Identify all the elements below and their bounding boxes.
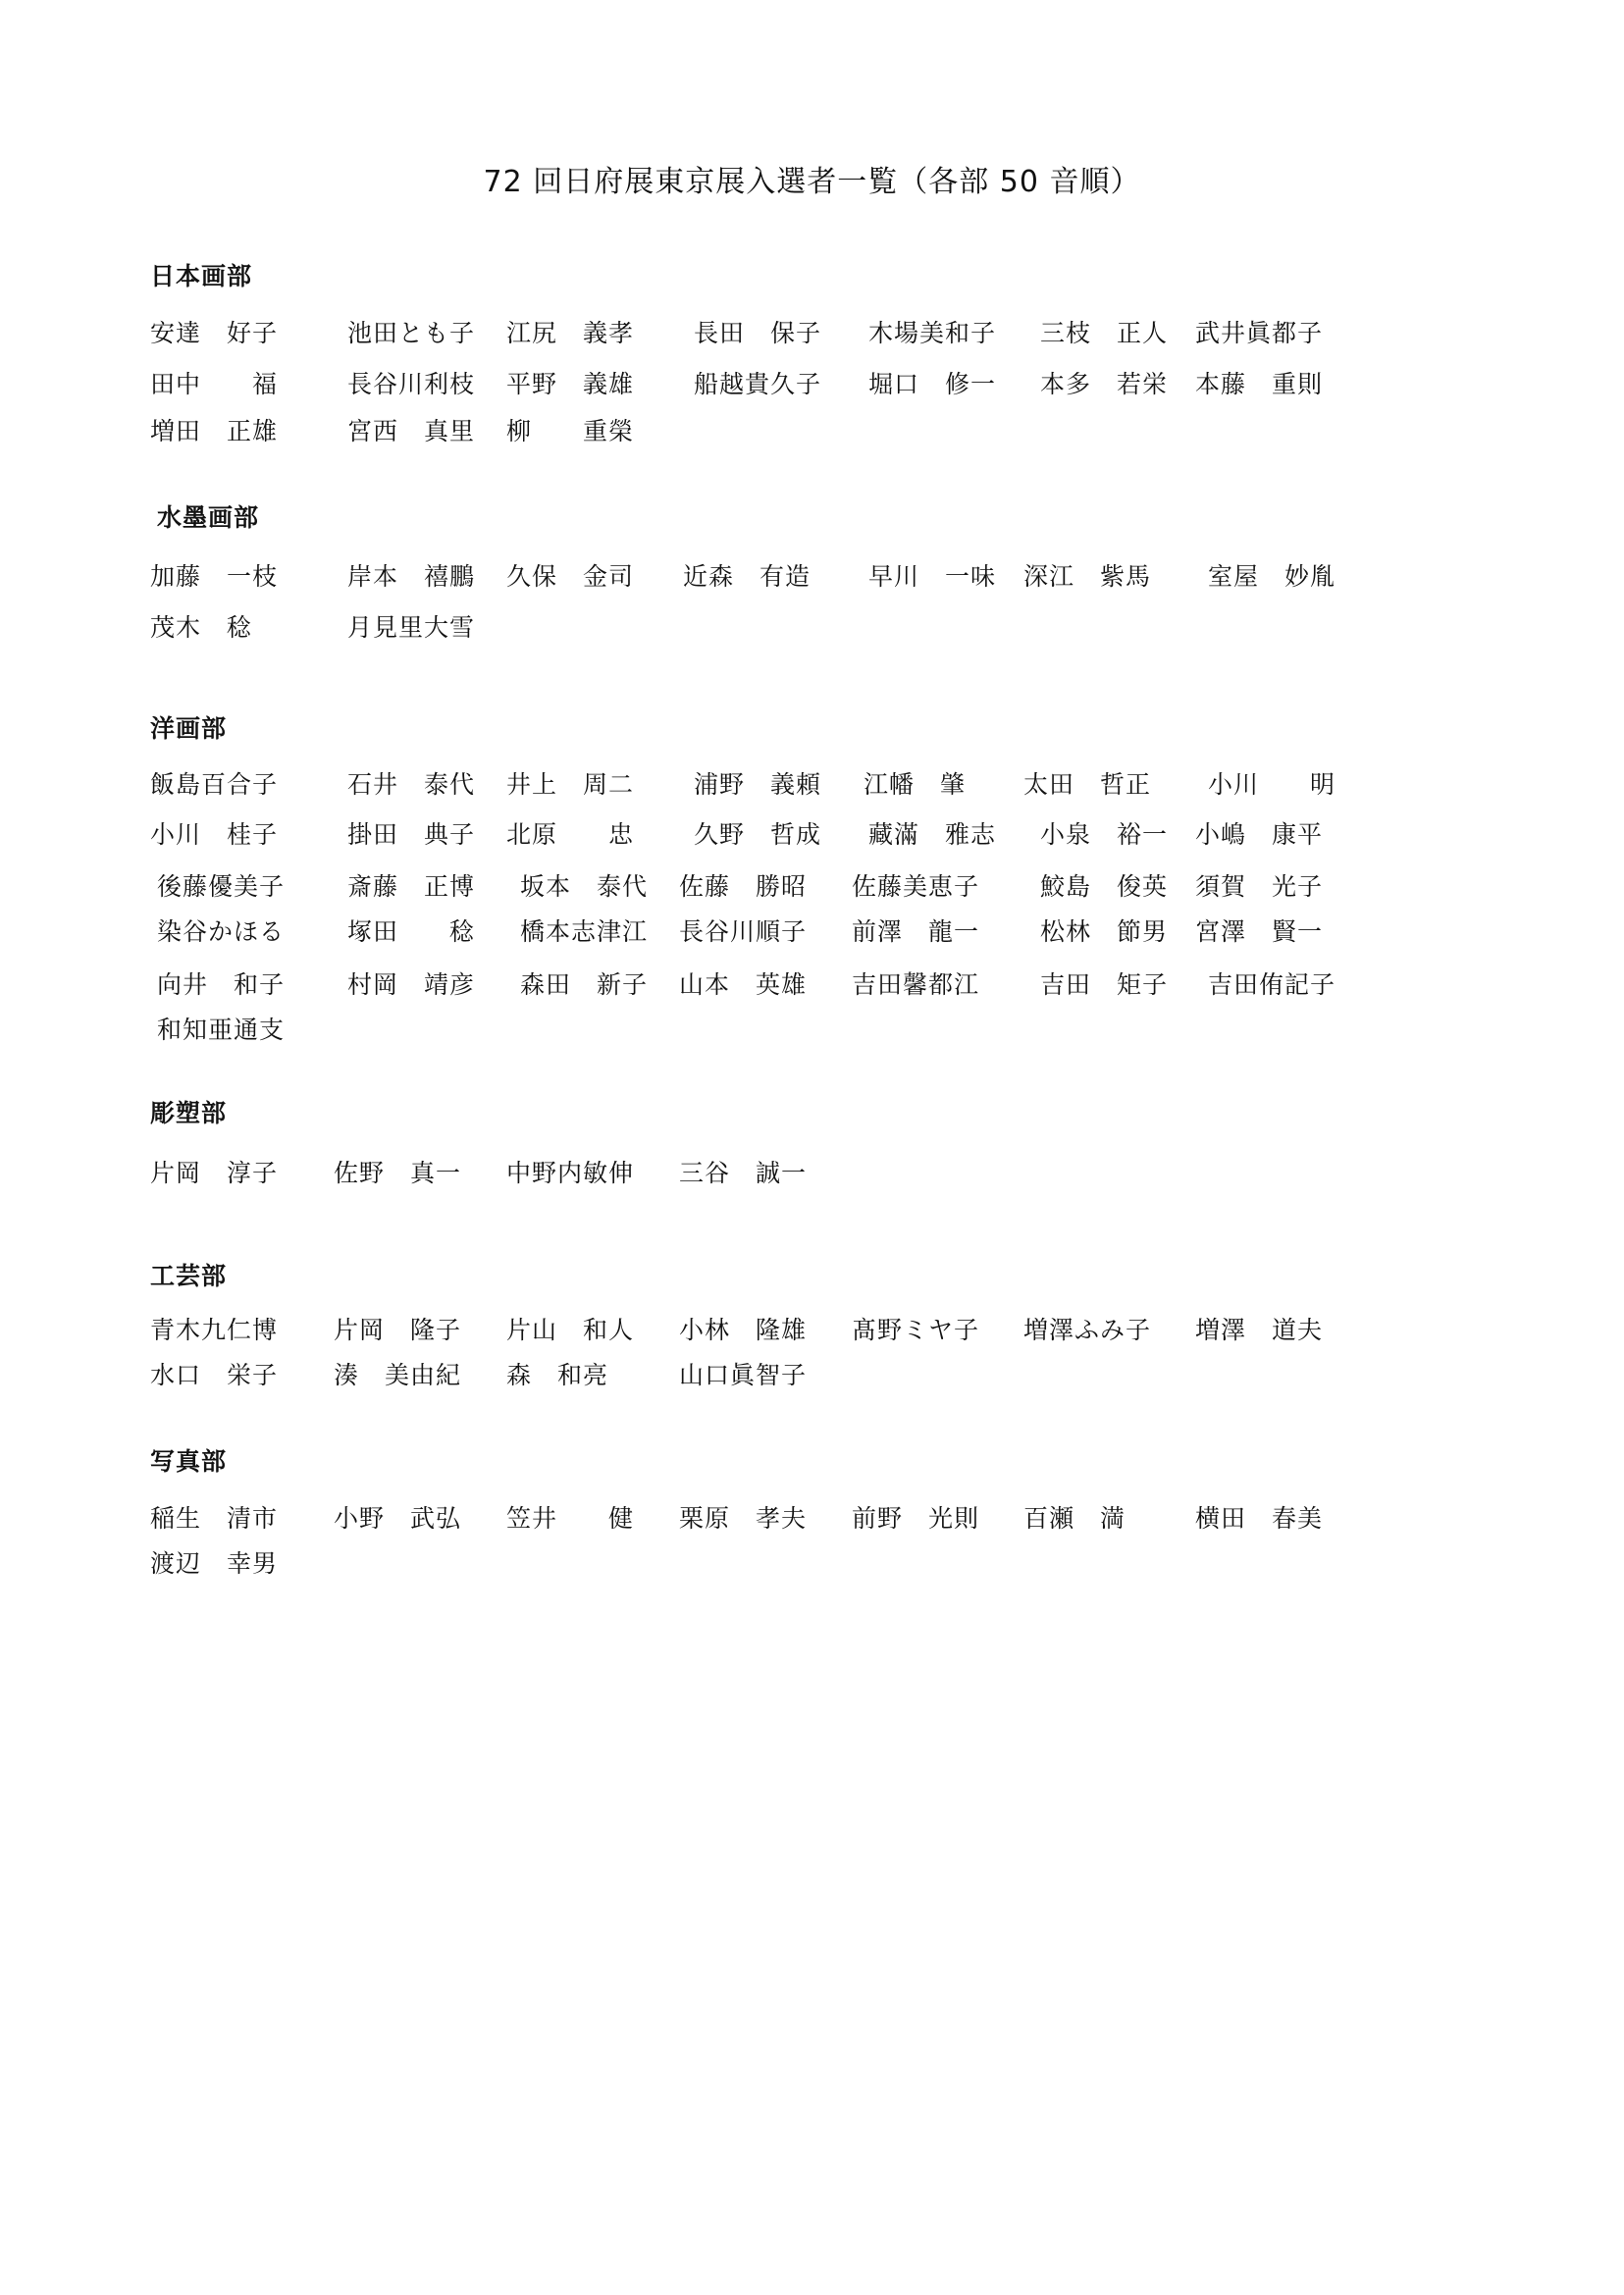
name-row	[0, 365, 1624, 404]
entrant-name: 橋本志津江	[520, 917, 649, 946]
name-row	[0, 1011, 1624, 1050]
entrant-name: 平野 義雄	[506, 370, 635, 398]
section-heading: 工芸部	[150, 1262, 228, 1290]
entrant-name: 森田 新子	[520, 970, 649, 999]
entrant-name: 中野内敏伸	[506, 1159, 635, 1187]
entrant-name: 吉田 矩子	[1040, 970, 1169, 999]
entrant-name: 茂木 稔	[150, 613, 253, 642]
entrant-name: 髙野ミヤ子	[852, 1316, 980, 1344]
entrant-name: 浦野 義頼	[694, 770, 822, 799]
entrant-name: 室屋 妙胤	[1208, 562, 1336, 591]
section-heading: 洋画部	[150, 714, 228, 743]
entrant-name: 飯島百合子	[150, 770, 279, 799]
entrant-name: 早川 一味	[868, 562, 997, 591]
entrant-name: 片山 和人	[506, 1316, 635, 1344]
entrant-name: 月見里大雪	[347, 613, 476, 642]
entrant-name: 武井眞都子	[1195, 319, 1324, 347]
entrant-name: 須賀 光子	[1195, 872, 1324, 901]
section-heading: 彫塑部	[150, 1099, 228, 1127]
section-heading: 水墨画部	[157, 503, 260, 532]
entrant-name: 湊 美由紀	[334, 1361, 462, 1389]
entrant-name: 百瀬 満	[1023, 1504, 1126, 1533]
entrant-name: 小嶋 康平	[1195, 820, 1324, 849]
entrant-name: 佐藤 勝昭	[679, 872, 808, 901]
entrant-name: 久保 金司	[506, 562, 635, 591]
entrant-name: 長谷川順子	[679, 917, 808, 946]
name-row	[0, 608, 1624, 648]
name-row	[0, 412, 1624, 451]
entrant-name: 和知亜通支	[157, 1016, 286, 1044]
entrant-name: 小泉 裕一	[1040, 820, 1169, 849]
entrant-name: 吉田馨都江	[852, 970, 980, 999]
name-row	[0, 1154, 1624, 1193]
entrant-name: 山口眞智子	[679, 1361, 808, 1389]
entrant-name: 木場美和子	[868, 319, 997, 347]
entrant-name: 前澤 龍一	[852, 917, 980, 946]
entrant-name: 栗原 孝夫	[679, 1504, 808, 1533]
entrant-name: 吉田侑記子	[1208, 970, 1336, 999]
entrant-name: 染谷かほる	[157, 917, 286, 946]
entrant-name: 江尻 義孝	[506, 319, 635, 347]
entrant-name: 塚田 稔	[347, 917, 476, 946]
entrant-name: 横田 春美	[1195, 1504, 1324, 1533]
entrant-name: 鮫島 俊英	[1040, 872, 1169, 901]
entrant-name: 田中 福	[150, 370, 279, 398]
name-row	[0, 557, 1624, 597]
page-title: 72 回日府展東京展入選者一覧（各部 50 音順）	[483, 165, 1141, 199]
entrant-name: 長田 保子	[694, 319, 822, 347]
entrant-name: 向井 和子	[157, 970, 286, 999]
entrant-name: 安達 好子	[150, 319, 279, 347]
entrant-name: 岸本 禧鵬	[347, 562, 476, 591]
entrant-name: 片岡 隆子	[334, 1316, 462, 1344]
entrant-name: 柳 重榮	[506, 417, 635, 445]
entrant-name: 小野 武弘	[334, 1504, 462, 1533]
section-heading: 写真部	[150, 1447, 228, 1476]
entrant-name: 船越貴久子	[694, 370, 822, 398]
name-row	[0, 1356, 1624, 1395]
entrant-name: 近森 有造	[683, 562, 812, 591]
name-row	[0, 913, 1624, 952]
entrant-name: 太田 哲正	[1023, 770, 1152, 799]
name-row	[0, 1311, 1624, 1350]
entrant-name: 宮澤 賢一	[1195, 917, 1324, 946]
name-row	[0, 1544, 1624, 1584]
entrant-name: 佐藤美恵子	[852, 872, 980, 901]
entrant-name: 斎藤 正博	[347, 872, 476, 901]
entrant-name: 堀口 修一	[868, 370, 997, 398]
name-row	[0, 815, 1624, 855]
entrant-name: 松林 節男	[1040, 917, 1169, 946]
entrant-name: 村岡 靖彦	[347, 970, 476, 999]
entrant-name: 前野 光則	[852, 1504, 980, 1533]
entrant-name: 加藤 一枝	[150, 562, 279, 591]
entrant-name: 井上 周二	[506, 770, 635, 799]
entrant-name: 稲生 清市	[150, 1504, 279, 1533]
entrant-name: 増澤ふみ子	[1023, 1316, 1152, 1344]
name-row	[0, 867, 1624, 907]
entrant-name: 片岡 淳子	[150, 1159, 279, 1187]
entrant-name: 笠井 健	[506, 1504, 635, 1533]
entrant-name: 深江 紫馬	[1023, 562, 1152, 591]
entrant-name: 掛田 典子	[347, 820, 476, 849]
entrant-name: 後藤優美子	[157, 872, 286, 901]
entrant-name: 本藤 重則	[1195, 370, 1324, 398]
entrant-name: 佐野 真一	[334, 1159, 462, 1187]
entrant-name: 江幡 肇	[864, 770, 967, 799]
entrant-name: 小川 桂子	[150, 820, 279, 849]
entrant-name: 宮西 真里	[347, 417, 476, 445]
name-row	[0, 1499, 1624, 1539]
name-row	[0, 765, 1624, 805]
entrant-name: 石井 泰代	[347, 770, 476, 799]
entrant-name: 本多 若栄	[1040, 370, 1169, 398]
entrant-name: 小川 明	[1208, 770, 1336, 799]
name-row	[0, 314, 1624, 353]
entrant-name: 増澤 道夫	[1195, 1316, 1324, 1344]
entrant-name: 北原 忠	[506, 820, 635, 849]
entrant-name: 三枝 正人	[1040, 319, 1169, 347]
entrant-name: 森 和亮	[506, 1361, 609, 1389]
section-heading: 日本画部	[150, 262, 253, 290]
name-row	[0, 965, 1624, 1005]
entrant-name: 三谷 誠一	[679, 1159, 808, 1187]
entrant-name: 青木九仁博	[150, 1316, 279, 1344]
entrant-name: 久野 哲成	[694, 820, 822, 849]
entrant-name: 山本 英雄	[679, 970, 808, 999]
entrant-name: 池田とも子	[347, 319, 476, 347]
entrant-name: 小林 隆雄	[679, 1316, 808, 1344]
entrant-name: 水口 栄子	[150, 1361, 279, 1389]
entrant-name: 藏滿 雅志	[868, 820, 997, 849]
entrant-name: 長谷川利枝	[347, 370, 476, 398]
entrant-name: 渡辺 幸男	[150, 1549, 279, 1578]
entrant-name: 坂本 泰代	[520, 872, 649, 901]
entrant-name: 増田 正雄	[150, 417, 279, 445]
